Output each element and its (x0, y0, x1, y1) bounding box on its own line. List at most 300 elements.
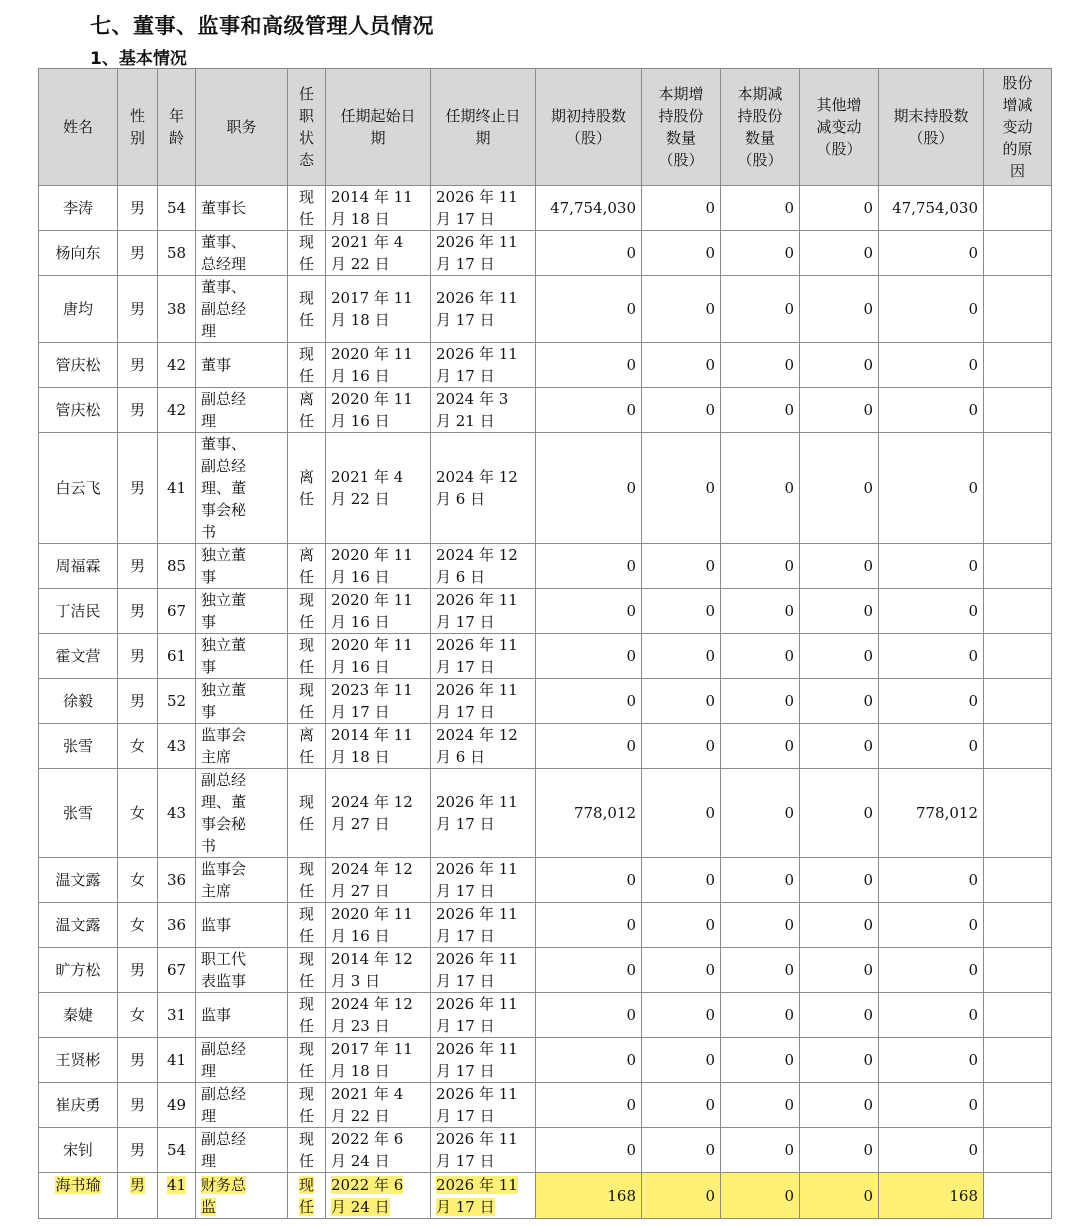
cell-status-line: 现 (298, 905, 314, 923)
cell-title-line: 独立董 (201, 636, 247, 654)
cell-age-text: 43 (166, 804, 187, 822)
cell-status-line: 任 (298, 927, 314, 945)
cell-increase-shares (642, 186, 721, 231)
cell-start-date-line: 月 16 日 (331, 927, 390, 945)
cell-title (196, 388, 288, 433)
cell-change-reason (984, 276, 1052, 343)
header-age (158, 69, 196, 186)
header-status-line: 任 (298, 85, 314, 103)
cell-gender (118, 1083, 158, 1128)
cell-age-text: 42 (166, 401, 187, 419)
cell-start-date (326, 724, 431, 769)
cell-gender (118, 589, 158, 634)
cell-increase-shares-text: 0 (705, 1096, 715, 1114)
cell-increase-shares (642, 433, 721, 544)
cell-begin-shares (536, 1083, 642, 1128)
cell-start-date (326, 634, 431, 679)
header-status-line: 状 (298, 129, 314, 147)
header-gender (118, 69, 158, 186)
cell-name-text: 张雪 (62, 804, 93, 822)
cell-age (158, 433, 196, 544)
cell-age-text: 54 (166, 199, 187, 217)
cell-increase-shares (642, 276, 721, 343)
table-row (39, 433, 1052, 544)
cell-change-reason (984, 679, 1052, 724)
table-row (39, 724, 1052, 769)
cell-other-change (800, 858, 879, 903)
header-change-reason-line: 变动 (1002, 118, 1033, 136)
cell-age (158, 231, 196, 276)
cell-decrease-shares (721, 231, 800, 276)
table-header-row (39, 69, 1052, 186)
cell-begin-shares-text: 0 (626, 737, 636, 755)
cell-age (158, 1038, 196, 1083)
cell-title-line: 书 (201, 523, 217, 541)
cell-status-line: 离 (298, 726, 314, 744)
header-change-reason-line: 股份 (1002, 74, 1033, 92)
cell-name (39, 858, 118, 903)
cell-other-change (800, 343, 879, 388)
cell-increase-shares-text: 0 (705, 300, 715, 318)
cell-increase-shares-text: 0 (705, 244, 715, 262)
cell-title (196, 634, 288, 679)
cell-end-date-line: 月 17 日 (436, 1062, 495, 1080)
cell-end-shares-text: 0 (968, 356, 978, 374)
cell-title (196, 544, 288, 589)
cell-end-shares-text: 0 (968, 300, 978, 318)
cell-other-change (800, 724, 879, 769)
cell-end-date (431, 858, 536, 903)
cell-end-shares-text: 0 (968, 737, 978, 755)
cell-name-text: 周福霖 (55, 557, 101, 575)
cell-title-line: 独立董 (201, 681, 247, 699)
cell-status (288, 544, 326, 589)
cell-start-date (326, 1083, 431, 1128)
cell-title-line: 事会秘 (201, 815, 247, 833)
cell-end-shares (879, 769, 984, 858)
header-other-change-line: 其他增 (816, 96, 862, 114)
cell-end-shares-text: 0 (968, 871, 978, 889)
header-change-reason-line: 的原 (1002, 140, 1033, 158)
table-row (39, 231, 1052, 276)
cell-decrease-shares-text: 0 (784, 1187, 794, 1205)
cell-title-line: 主席 (201, 882, 232, 900)
cell-start-date-line: 月 27 日 (331, 882, 390, 900)
cell-title-line: 副总经 (201, 1130, 247, 1148)
cell-increase-shares-text: 0 (705, 647, 715, 665)
cell-end-shares-text: 0 (968, 602, 978, 620)
cell-begin-shares (536, 769, 642, 858)
cell-end-date-line: 月 17 日 (436, 255, 495, 273)
cell-other-change-text: 0 (863, 804, 873, 822)
cell-increase-shares (642, 769, 721, 858)
cell-change-reason (984, 186, 1052, 231)
header-end-shares-line: （股） (908, 129, 954, 147)
cell-title (196, 231, 288, 276)
cell-change-reason (984, 1083, 1052, 1128)
cell-gender (118, 769, 158, 858)
cell-start-date (326, 1128, 431, 1173)
cell-gender-text: 男 (129, 300, 145, 318)
cell-other-change-text: 0 (863, 916, 873, 934)
cell-other-change-text: 0 (863, 647, 873, 665)
cell-decrease-shares (721, 186, 800, 231)
cell-end-date-line: 2026 年 11 (436, 681, 518, 699)
header-change-reason (984, 69, 1052, 186)
cell-title-line: 主席 (201, 748, 232, 766)
cell-gender-text: 男 (129, 479, 145, 497)
cell-begin-shares (536, 1038, 642, 1083)
cell-title-line: 副总经 (201, 457, 247, 475)
cell-title-line: 副总经 (201, 771, 247, 789)
cell-status-line: 任 (298, 1198, 314, 1216)
cell-begin-shares-text: 0 (626, 916, 636, 934)
header-age-line: 年 (168, 107, 184, 125)
header-end-date-line: 期 (475, 129, 491, 147)
cell-title-line: 董事长 (201, 199, 247, 217)
cell-increase-shares (642, 231, 721, 276)
cell-end-date (431, 343, 536, 388)
cell-start-date (326, 769, 431, 858)
cell-end-date-line: 月 17 日 (436, 815, 495, 833)
cell-end-date-line: 月 17 日 (436, 658, 495, 676)
cell-end-shares (879, 276, 984, 343)
cell-begin-shares-text: 0 (626, 647, 636, 665)
cell-end-shares (879, 544, 984, 589)
cell-status-line: 现 (298, 188, 314, 206)
cell-gender (118, 858, 158, 903)
cell-start-date-line: 月 18 日 (331, 1062, 390, 1080)
cell-name (39, 993, 118, 1038)
cell-increase-shares (642, 1128, 721, 1173)
cell-name-text: 温文露 (55, 916, 101, 934)
cell-end-shares-text: 0 (968, 479, 978, 497)
cell-begin-shares (536, 544, 642, 589)
cell-gender-text: 男 (129, 602, 145, 620)
cell-age (158, 679, 196, 724)
cell-start-date-line: 2020 年 11 (331, 905, 413, 923)
cell-increase-shares-text: 0 (705, 916, 715, 934)
cell-start-date-line: 2020 年 11 (331, 390, 413, 408)
cell-end-shares (879, 634, 984, 679)
cell-other-change-text: 0 (863, 737, 873, 755)
cell-begin-shares (536, 186, 642, 231)
cell-name-text: 海书瑜 (55, 1176, 101, 1194)
cell-start-date-line: 2024 年 12 (331, 793, 413, 811)
cell-title-line: 董事、 (201, 278, 247, 296)
cell-name (39, 1128, 118, 1173)
cell-begin-shares-text: 0 (626, 479, 636, 497)
cell-gender (118, 186, 158, 231)
cell-end-date-line: 月 6 日 (436, 748, 486, 766)
cell-decrease-shares-text: 0 (784, 199, 794, 217)
cell-title-line: 事 (201, 613, 217, 631)
cell-gender (118, 1128, 158, 1173)
table-row (39, 903, 1052, 948)
cell-decrease-shares (721, 993, 800, 1038)
cell-change-reason (984, 634, 1052, 679)
header-title-line: 职务 (226, 118, 257, 136)
cell-end-date-line: 2024 年 12 (436, 726, 518, 744)
cell-decrease-shares-text: 0 (784, 1051, 794, 1069)
cell-title-line: 监事会 (201, 860, 247, 878)
cell-title-line: 董事 (201, 356, 232, 374)
table-row (39, 1083, 1052, 1128)
cell-status-line: 现 (298, 681, 314, 699)
cell-begin-shares (536, 388, 642, 433)
cell-begin-shares-text: 778,012 (573, 804, 636, 822)
cell-end-date (431, 948, 536, 993)
cell-title-line: 副总经 (201, 390, 247, 408)
cell-other-change-text: 0 (863, 602, 873, 620)
cell-age-text: 41 (166, 479, 187, 497)
cell-gender-text: 男 (129, 557, 145, 575)
cell-other-change-text: 0 (863, 199, 873, 217)
cell-end-shares (879, 903, 984, 948)
cell-status (288, 679, 326, 724)
cell-end-shares (879, 993, 984, 1038)
cell-other-change-text: 0 (863, 871, 873, 889)
cell-begin-shares-text: 0 (626, 692, 636, 710)
cell-gender-text: 男 (129, 244, 145, 262)
table-row (39, 1038, 1052, 1083)
cell-end-shares-text: 47,754,030 (892, 199, 978, 217)
cell-status-line: 现 (298, 1176, 314, 1194)
cell-change-reason (984, 903, 1052, 948)
cell-change-reason (984, 858, 1052, 903)
cell-begin-shares (536, 724, 642, 769)
header-begin-shares-line: （股） (565, 129, 611, 147)
cell-increase-shares-text: 0 (705, 804, 715, 822)
cell-title-line: 理 (201, 1107, 217, 1125)
cell-status-line: 任 (298, 490, 314, 508)
cell-gender (118, 544, 158, 589)
cell-age-text: 54 (166, 1141, 187, 1159)
header-status-line: 职 (298, 107, 314, 125)
cell-decrease-shares (721, 679, 800, 724)
cell-title-line: 事 (201, 703, 217, 721)
cell-status-line: 任 (298, 972, 314, 990)
cell-status (288, 433, 326, 544)
cell-title-line: 总经理 (201, 255, 247, 273)
cell-gender (118, 724, 158, 769)
cell-change-reason (984, 343, 1052, 388)
cell-name-text: 张雪 (62, 737, 93, 755)
cell-end-date-line: 月 17 日 (436, 367, 495, 385)
cell-decrease-shares (721, 634, 800, 679)
cell-end-date (431, 1083, 536, 1128)
cell-start-date (326, 993, 431, 1038)
cell-name (39, 186, 118, 231)
cell-age-text: 43 (166, 737, 187, 755)
header-start-date-line: 期 (370, 129, 386, 147)
cell-start-date-line: 月 18 日 (331, 311, 390, 329)
cell-name-text: 杨向东 (55, 244, 101, 262)
cell-title-line: 独立董 (201, 591, 247, 609)
cell-end-date (431, 903, 536, 948)
cell-status-line: 现 (298, 950, 314, 968)
cell-decrease-shares-text: 0 (784, 602, 794, 620)
cell-end-date-line: 月 17 日 (436, 972, 495, 990)
cell-status-line: 现 (298, 860, 314, 878)
cell-change-reason (984, 589, 1052, 634)
header-age-line: 龄 (168, 129, 184, 147)
cell-title-line: 理 (201, 322, 217, 340)
cell-change-reason (984, 231, 1052, 276)
cell-end-date-line: 2026 年 11 (436, 1085, 518, 1103)
cell-end-date (431, 679, 536, 724)
cell-start-date-line: 月 23 日 (331, 1017, 390, 1035)
cell-increase-shares-text: 0 (705, 1141, 715, 1159)
cell-end-shares-text: 0 (968, 244, 978, 262)
cell-age-text: 67 (166, 961, 187, 979)
cell-gender-text: 男 (129, 961, 145, 979)
cell-name-text: 丁洁民 (55, 602, 101, 620)
cell-age (158, 589, 196, 634)
cell-end-shares-text: 0 (968, 692, 978, 710)
cell-start-date-line: 月 17 日 (331, 703, 390, 721)
cell-end-date-line: 2026 年 11 (436, 289, 518, 307)
cell-end-date-line: 2026 年 11 (436, 188, 518, 206)
sub-title: 1、基本情况 (90, 49, 187, 69)
cell-end-date (431, 276, 536, 343)
table-row (39, 343, 1052, 388)
cell-status (288, 858, 326, 903)
cell-gender (118, 388, 158, 433)
header-start-date-line: 任期起始日 (340, 107, 416, 125)
cell-end-date-line: 月 17 日 (436, 613, 495, 631)
header-begin-shares (536, 69, 642, 186)
cell-other-change (800, 1083, 879, 1128)
cell-start-date-line: 月 22 日 (331, 1107, 390, 1125)
cell-begin-shares-text: 0 (626, 557, 636, 575)
cell-gender-text: 男 (129, 199, 145, 217)
header-increase-shares-line: 数量 (665, 129, 696, 147)
cell-begin-shares (536, 858, 642, 903)
table-row (39, 388, 1052, 433)
cell-end-date-line: 2026 年 11 (436, 860, 518, 878)
cell-name (39, 948, 118, 993)
cell-decrease-shares (721, 948, 800, 993)
cell-end-date-line: 月 17 日 (436, 1017, 495, 1035)
cell-increase-shares-text: 0 (705, 479, 715, 497)
cell-age (158, 1083, 196, 1128)
cell-status-line: 现 (298, 591, 314, 609)
cell-other-change (800, 1128, 879, 1173)
cell-increase-shares (642, 724, 721, 769)
cell-age (158, 634, 196, 679)
cell-status-line: 现 (298, 1085, 314, 1103)
cell-begin-shares (536, 276, 642, 343)
cell-end-date (431, 1173, 536, 1219)
cell-end-shares (879, 343, 984, 388)
cell-name-text: 霍文营 (55, 647, 101, 665)
cell-age (158, 544, 196, 589)
cell-name (39, 1083, 118, 1128)
cell-change-reason (984, 769, 1052, 858)
cell-status (288, 634, 326, 679)
cell-start-date (326, 589, 431, 634)
cell-title-line: 理、董 (201, 479, 247, 497)
cell-name (39, 634, 118, 679)
cell-end-date-line: 2026 年 11 (436, 905, 518, 923)
cell-start-date-line: 2014 年 11 (331, 188, 413, 206)
cell-title-line: 独立董 (201, 546, 247, 564)
cell-decrease-shares (721, 1038, 800, 1083)
cell-gender-text: 男 (129, 356, 145, 374)
cell-increase-shares-text: 0 (705, 199, 715, 217)
cell-increase-shares-text: 0 (705, 356, 715, 374)
cell-title (196, 433, 288, 544)
cell-end-date-line: 2026 年 11 (436, 591, 518, 609)
header-other-change (800, 69, 879, 186)
cell-status (288, 903, 326, 948)
header-end-date-line: 任期终止日 (445, 107, 521, 125)
cell-begin-shares-text: 0 (626, 1096, 636, 1114)
cell-gender (118, 1173, 158, 1219)
cell-status (288, 948, 326, 993)
header-status-line: 态 (298, 151, 314, 169)
cell-start-date-line: 2024 年 12 (331, 995, 413, 1013)
cell-title-line: 董事、 (201, 233, 247, 251)
header-decrease-shares-line: 持股份 (737, 107, 783, 125)
cell-start-date (326, 1173, 431, 1219)
cell-decrease-shares (721, 343, 800, 388)
cell-begin-shares-text: 0 (626, 602, 636, 620)
cell-begin-shares (536, 589, 642, 634)
cell-decrease-shares-text: 0 (784, 961, 794, 979)
cell-status (288, 186, 326, 231)
cell-start-date-line: 月 24 日 (331, 1152, 390, 1170)
cell-begin-shares-text: 0 (626, 1141, 636, 1159)
cell-increase-shares-text: 0 (705, 401, 715, 419)
cell-other-change-text: 0 (863, 1096, 873, 1114)
cell-name (39, 276, 118, 343)
cell-gender (118, 993, 158, 1038)
cell-start-date-line: 2020 年 11 (331, 345, 413, 363)
cell-gender-text: 女 (129, 871, 145, 889)
cell-decrease-shares-text: 0 (784, 244, 794, 262)
cell-other-change-text: 0 (863, 961, 873, 979)
cell-title-line: 理 (201, 1062, 217, 1080)
cell-title-line: 事 (201, 568, 217, 586)
cell-title-line: 副总经 (201, 300, 247, 318)
cell-other-change (800, 993, 879, 1038)
cell-increase-shares-text: 0 (705, 961, 715, 979)
cell-end-date-line: 月 17 日 (436, 882, 495, 900)
cell-increase-shares (642, 679, 721, 724)
cell-start-date-line: 月 16 日 (331, 613, 390, 631)
cell-status (288, 231, 326, 276)
cell-end-date (431, 231, 536, 276)
cell-gender (118, 634, 158, 679)
cell-change-reason (984, 1038, 1052, 1083)
cell-increase-shares-text: 0 (705, 1051, 715, 1069)
cell-change-reason (984, 993, 1052, 1038)
cell-status (288, 769, 326, 858)
table-row (39, 634, 1052, 679)
cell-increase-shares-text: 0 (705, 737, 715, 755)
cell-start-date-line: 月 3 日 (331, 972, 381, 990)
cell-change-reason (984, 388, 1052, 433)
cell-decrease-shares-text: 0 (784, 1141, 794, 1159)
cell-end-shares-text: 0 (968, 557, 978, 575)
cell-increase-shares (642, 1038, 721, 1083)
cell-name (39, 388, 118, 433)
cell-status-line: 任 (298, 703, 314, 721)
cell-end-date (431, 544, 536, 589)
cell-age (158, 1173, 196, 1219)
